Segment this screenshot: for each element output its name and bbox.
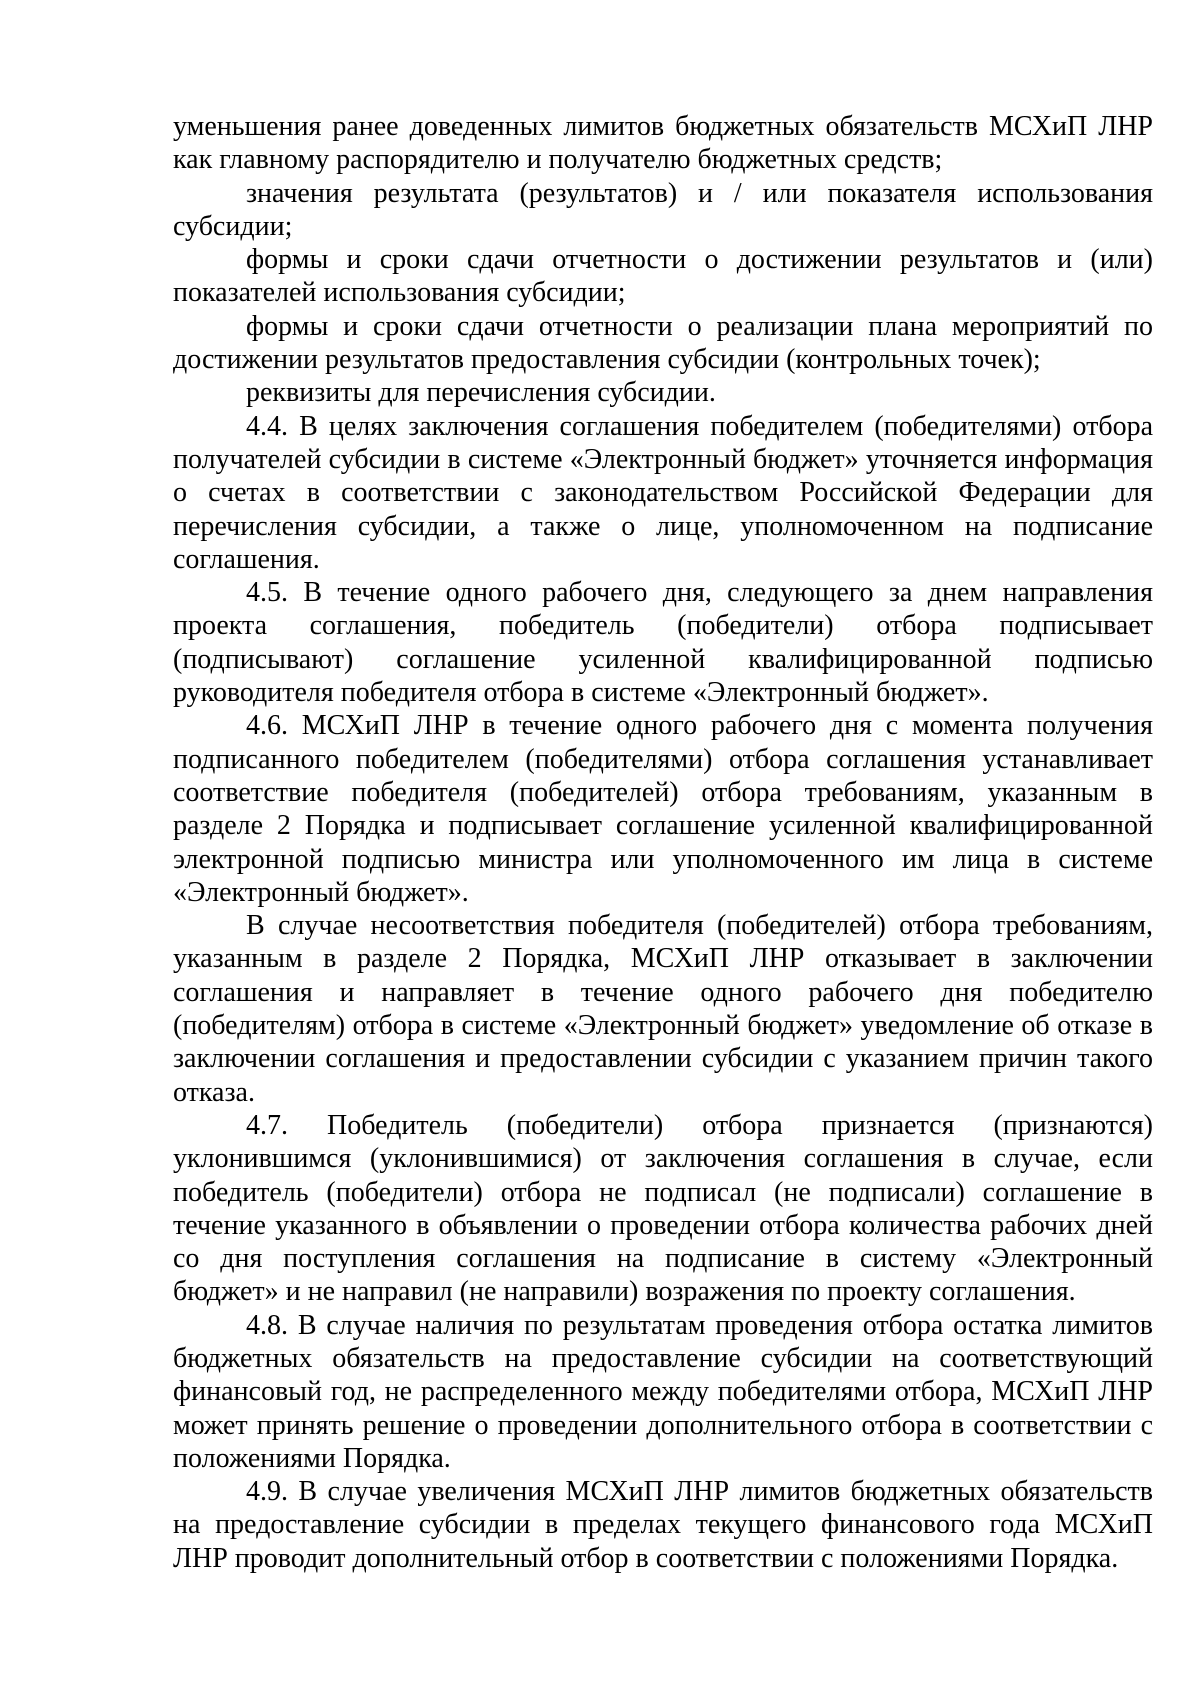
paragraph-refusal: В случае несоответствия победителя (победителей) отбора требованиям, указанным в разделе 2 Порядка, МСХиП ЛНР отказывает в заключении соглашения и направляет в течение одного рабочего дня победителю (победителям) отбора в системе «Электронный бюджет» уведомление об отказе в заключении соглашения и предоставлении субсидии с указанием причин такого отказа. [173,910,1153,1108]
paragraph-4-9: 4.9. В случае увеличения МСХиП ЛНР лимитов бюджетных обязательств на предоставление субсидии в пределах текущего финансового года МСХиП ЛНР проводит дополнительный отбор в соответствии с положениями Порядка. [173,1476,1153,1574]
document-page [173,110,1153,1575]
paragraph-4-6: 4.6. МСХиП ЛНР в течение одного рабочего дня с момента получения подписанного победителем (победителями) отбора соглашения устанавливает соответствие победителя (победителей) отбора требованиям, указанным в разделе 2 Порядка и подписывает соглашение усиленной квалифицированной электронной подписью министра или уполномоченного им лица в системе «Электронный бюджет». [173,710,1153,908]
paragraph-budget-limits-decrease: уменьшения ранее доведенных лимитов бюджетных обязательств МСХиП ЛНР как главному распорядителю и получателю бюджетных средств; [173,111,1153,176]
paragraph-result-values: значения результата (результатов) и / или показателя использования субсидии; [173,177,1153,242]
paragraph-4-8: 4.8. В случае наличия по результатам проведения отбора остатка лимитов бюджетных обязательств на предоставление субсидии на соответствующий финансовый год, не распределенного между победителями отбора, МСХиП ЛНР может принять решение о проведении дополнительного отбора в соответствии с положениями Порядка. [173,1309,1153,1474]
paragraph-4-4: 4.4. В целях заключения соглашения победителем (победителями) отбора получателей субсидии в системе «Электронный бюджет» уточняется информация о счетах в соответствии с законодательством Российской Федерации для перечисления субсидии, а также о лице, уполномоченном на подписание соглашения. [173,410,1153,575]
paragraph-reporting-plan: формы и сроки сдачи отчетности о реализации плана мероприятий по достижении результатов предоставления субсидии (контрольных точек); [173,310,1153,376]
paragraph-4-7: 4.7. Победитель (победители) отбора признается (признаются) уклонившимся (уклонившимися) от заключения соглашения в случае, если победитель (победители) отбора не подписал (не подписали) соглашение в течение указанного в объявлении о проведении отбора количества рабочих дней со дня поступления соглашения на подписание в систему «Электронный бюджет» и не направил (не направили) возражения по проекту соглашения. [173,1109,1153,1308]
paragraph-reporting-results: формы и сроки сдачи отчетности о достижении результатов и (или) показателей использования субсидии; [173,244,1153,309]
paragraph-4-5: 4.5. В течение одного рабочего дня, следующего за днем направления проекта соглашения, победитель (победители) отбора подписывает (подписывают) соглашение усиленной квалифицированной подписью руководителя победителя отбора в системе «Электронный бюджет». [173,577,1153,709]
paragraph-transfer-details: реквизиты для перечисления субсидии. [246,377,716,409]
